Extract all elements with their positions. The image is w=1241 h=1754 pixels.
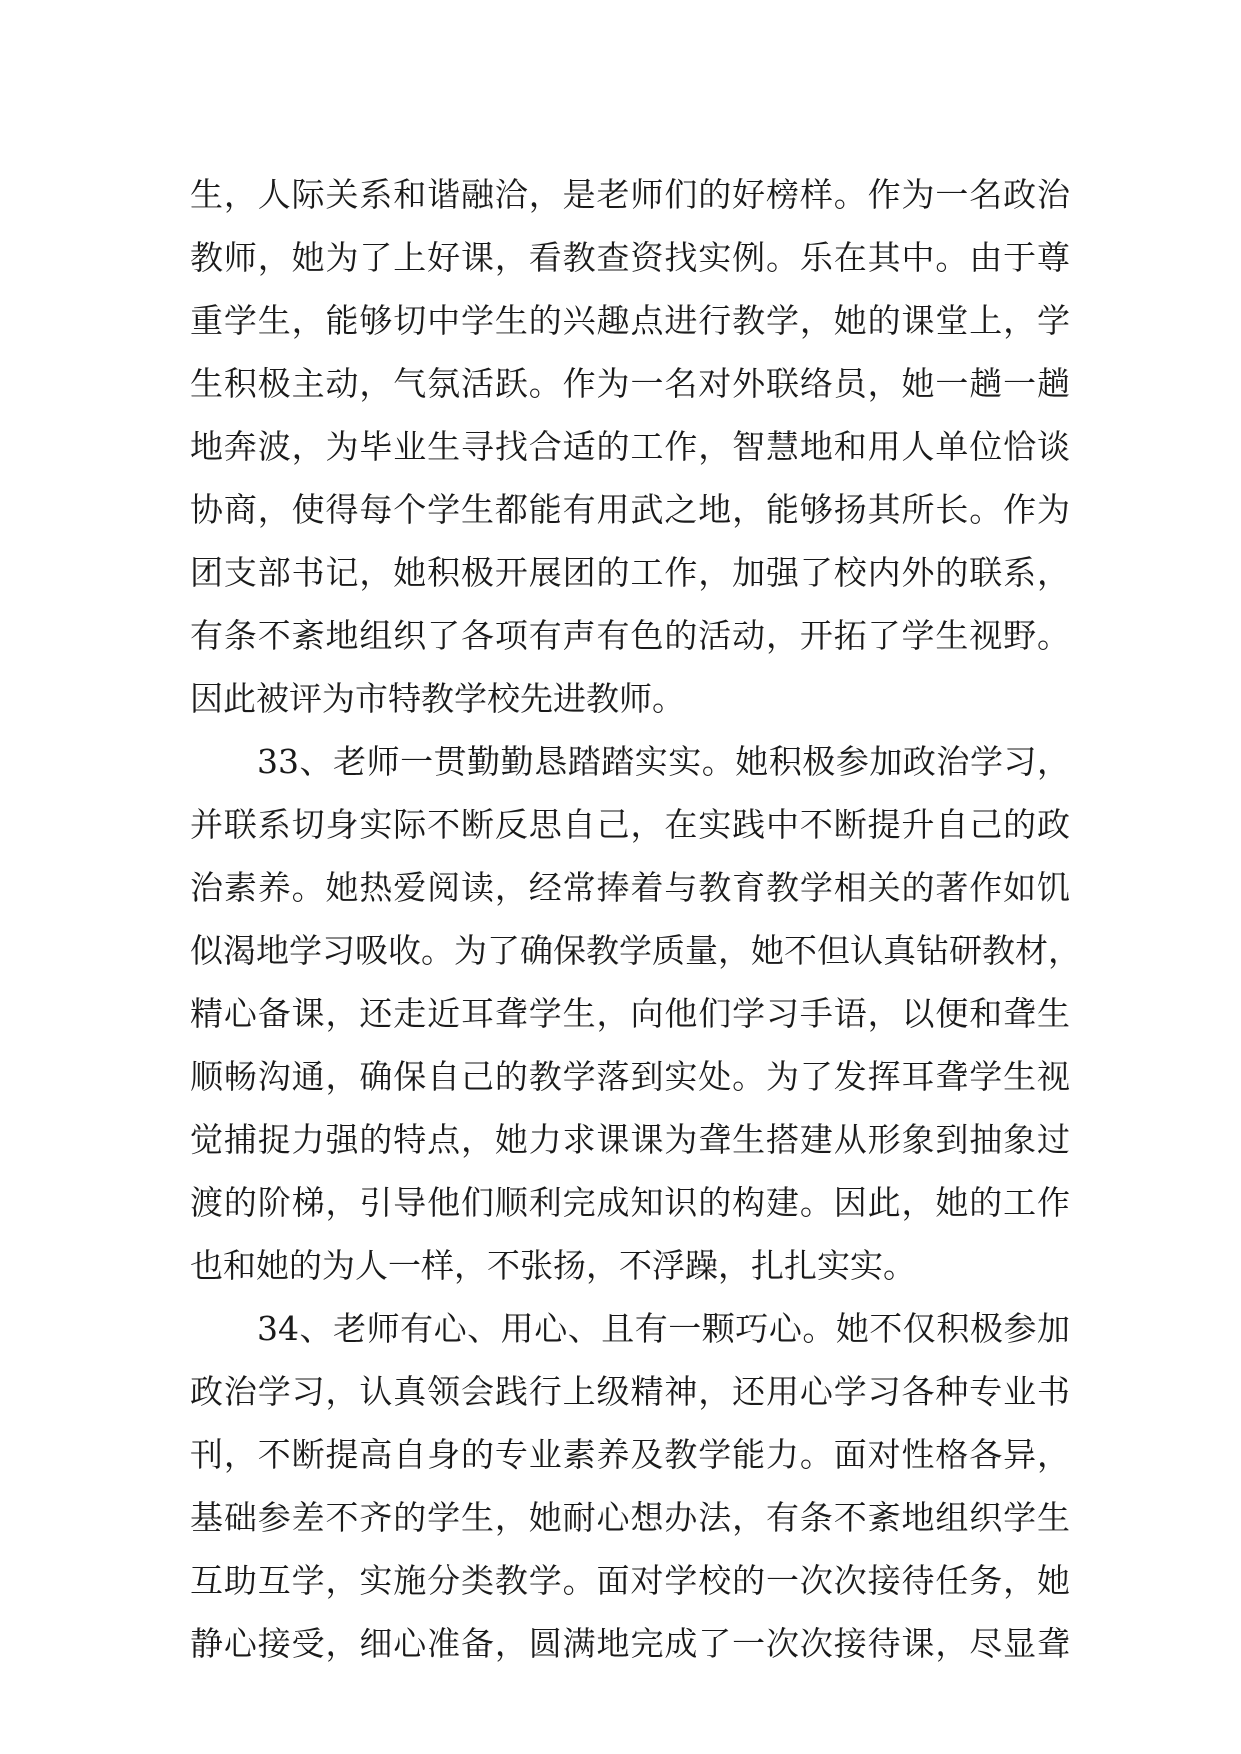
- text-line: 团支部书记，她积极开展团的工作，加强了校内外的联系，: [190, 553, 1070, 592]
- text-line: 似渴地学习吸收。为了确保教学质量，她不但认真钻研教材，: [190, 931, 1081, 970]
- text-line: 静心接受，细心准备，圆满地完成了一次次接待课，尽显聋: [190, 1624, 1070, 1663]
- paragraph-33: [190, 730, 1081, 1297]
- text-line: 34、老师有心、用心、且有一颗巧心。她不仅积极参加: [190, 1309, 1070, 1348]
- text-line: 重学生，能够切中学生的兴趣点进行教学，她的课堂上，学: [190, 301, 1070, 340]
- text-line: 有条不紊地组织了各项有声有色的活动，开拓了学生视野。: [190, 616, 1070, 655]
- text-line: 33、老师一贯勤勤恳踏踏实实。她积极参加政治学习，: [190, 742, 1070, 781]
- text-line: 并联系切身实际不断反思自己，在实践中不断提升自己的政: [190, 805, 1070, 844]
- text-line: 互助互学，实施分类教学。面对学校的一次次接待任务，她: [190, 1561, 1070, 1600]
- text-line: 治素养。她热爱阅读，经常捧着与教育教学相关的著作如饥: [190, 868, 1070, 907]
- text-line: 教师，她为了上好课，看教查资找实例。乐在其中。由于尊: [190, 238, 1070, 277]
- text-line: 也和她的为人一样，不张扬，不浮躁，扎扎实实。: [190, 1246, 916, 1285]
- text-line: 生积极主动，气氛活跃。作为一名对外联络员，她一趟一趟: [190, 364, 1070, 403]
- text-line: 地奔波，为毕业生寻找合适的工作，智慧地和用人单位恰谈: [190, 427, 1070, 466]
- body-text: [190, 163, 1081, 1675]
- text-line: 顺畅沟通，确保自己的教学落到实处。为了发挥耳聋学生视: [190, 1057, 1070, 1096]
- text-line: 渡的阶梯，引导他们顺利完成知识的构建。因此，她的工作: [190, 1183, 1070, 1222]
- text-line: 协商，使得每个学生都能有用武之地，能够扬其所长。作为: [190, 490, 1070, 529]
- text-line: 政治学习，认真领会践行上级精神，还用心学习各种专业书: [190, 1372, 1070, 1411]
- text-line: 生，人际关系和谐融洽，是老师们的好榜样。作为一名政治: [190, 175, 1070, 214]
- paragraph-34: [190, 1297, 1070, 1675]
- text-line: 因此被评为市特教学校先进教师。: [190, 679, 685, 718]
- paragraph-1: [190, 163, 1070, 730]
- text-line: 觉捕捉力强的特点，她力求课课为聋生搭建从形象到抽象过: [190, 1120, 1070, 1159]
- text-line: 刊，不断提高自身的专业素养及教学能力。面对性格各异，: [190, 1435, 1070, 1474]
- text-line: 基础参差不齐的学生，她耐心想办法，有条不紊地组织学生: [190, 1498, 1070, 1537]
- text-line: 精心备课，还走近耳聋学生，向他们学习手语，以便和聋生: [190, 994, 1070, 1033]
